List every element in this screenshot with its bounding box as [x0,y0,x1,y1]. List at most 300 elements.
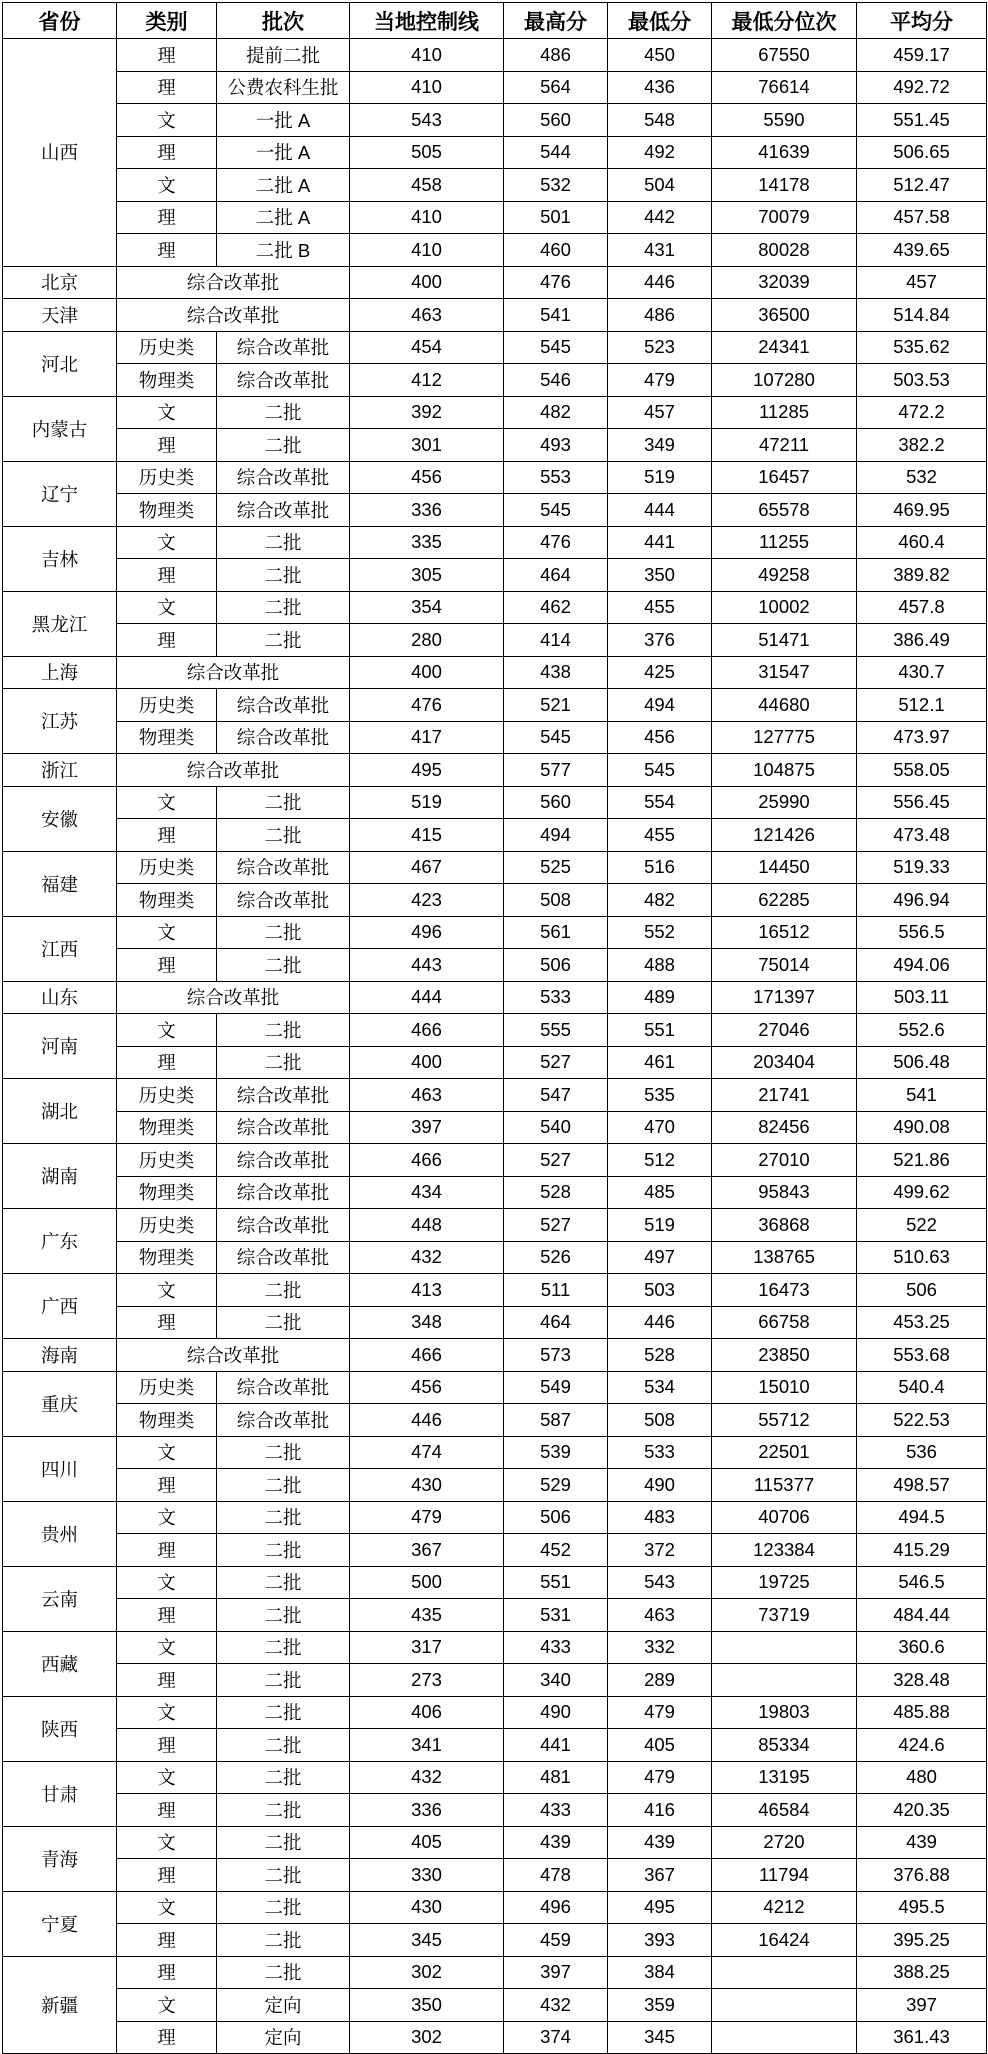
avg-score-cell: 457.58 [857,201,987,234]
table-row [3,981,987,1014]
batch-cell: 二批 [217,1826,350,1859]
min-rank-cell: 36500 [712,299,857,332]
province-cell: 西藏 [3,1631,117,1696]
avg-score-cell: 472.2 [857,396,987,429]
category-cell: 文 [117,1891,217,1924]
max-score-cell: 577 [504,754,608,787]
max-score-cell: 526 [504,1241,608,1274]
batch-cell: 二批 [217,1566,350,1599]
batch-cell: 定向 [217,2021,350,2054]
min-rank-cell: 19803 [712,1696,857,1729]
avg-score-cell: 512.47 [857,169,987,202]
max-score-cell: 551 [504,1566,608,1599]
table-row [3,1566,987,1599]
min-rank-cell: 23850 [712,1339,857,1372]
max-score-cell: 460 [504,234,608,267]
avg-score-cell: 460.4 [857,526,987,559]
table-row [3,916,987,949]
max-score-cell: 486 [504,39,608,72]
avg-score-cell: 360.6 [857,1631,987,1664]
min-rank-cell: 76614 [712,71,857,104]
max-score-cell: 545 [504,721,608,754]
category-cell: 历史类 [117,331,217,364]
table-row [3,1989,987,2022]
max-score-cell: 528 [504,1176,608,1209]
control-line-cell: 467 [350,851,504,884]
batch-cell: 二批 B [217,234,350,267]
min-score-cell: 349 [608,429,712,462]
min-score-cell: 548 [608,104,712,137]
category-cell: 理 [117,1794,217,1827]
table-row [3,1469,987,1502]
batch-cell: 二批 [217,559,350,592]
min-score-cell: 490 [608,1469,712,1502]
min-rank-cell: 80028 [712,234,857,267]
min-score-cell: 504 [608,169,712,202]
control-line-cell: 336 [350,1794,504,1827]
category-cell: 文 [117,591,217,624]
avg-score-cell: 558.05 [857,754,987,787]
min-rank-cell: 104875 [712,754,857,787]
min-rank-cell: 121426 [712,819,857,852]
avg-score-cell: 439.65 [857,234,987,267]
min-rank-cell: 62285 [712,884,857,917]
table-row [3,1696,987,1729]
batch-cell: 综合改革批 [217,1079,350,1112]
min-score-cell: 519 [608,461,712,494]
avg-score-cell: 388.25 [857,1956,987,1989]
province-cell: 山东 [3,981,117,1014]
avg-score-cell: 480 [857,1761,987,1794]
min-rank-cell: 55712 [712,1404,857,1437]
min-score-cell: 483 [608,1501,712,1534]
control-line-cell: 432 [350,1241,504,1274]
min-score-cell: 444 [608,494,712,527]
avg-score-cell: 376.88 [857,1859,987,1892]
max-score-cell: 539 [504,1436,608,1469]
control-line-cell: 456 [350,461,504,494]
control-line-cell: 474 [350,1436,504,1469]
category-cell: 文 [117,1761,217,1794]
control-line-cell: 410 [350,201,504,234]
category-cell: 文 [117,1631,217,1664]
control-line-cell: 367 [350,1534,504,1567]
max-score-cell: 544 [504,136,608,169]
avg-score-cell: 495.5 [857,1891,987,1924]
category-cell: 理 [117,819,217,852]
category-cell: 文 [117,1566,217,1599]
control-line-cell: 410 [350,39,504,72]
control-line-cell: 463 [350,1079,504,1112]
min-rank-cell: 27010 [712,1144,857,1177]
min-score-cell: 350 [608,559,712,592]
category-cell: 文 [117,526,217,559]
table-row [3,819,987,852]
control-line-cell: 435 [350,1599,504,1632]
min-rank-cell: 31547 [712,656,857,689]
avg-score-cell: 532 [857,461,987,494]
min-rank-cell: 13195 [712,1761,857,1794]
max-score-cell: 490 [504,1696,608,1729]
table-row [3,1534,987,1567]
batch-cell: 二批 [217,1794,350,1827]
table-row [3,1079,987,1112]
table-row [3,1761,987,1794]
max-score-cell: 573 [504,1339,608,1372]
min-rank-cell: 85334 [712,1729,857,1762]
avg-score-cell: 519.33 [857,851,987,884]
table-row [3,1306,987,1339]
min-rank-cell: 15010 [712,1371,857,1404]
max-score-cell: 433 [504,1631,608,1664]
min-score-cell: 289 [608,1664,712,1697]
min-rank-cell: 82456 [712,1111,857,1144]
batch-cell: 二批 [217,1306,350,1339]
max-score-cell: 561 [504,916,608,949]
max-score-cell: 545 [504,494,608,527]
table-row [3,1729,987,1762]
table-row [3,461,987,494]
header-cell: 省份 [3,3,117,39]
min-score-cell: 479 [608,1696,712,1729]
province-cell: 北京 [3,266,117,299]
avg-score-cell: 494.5 [857,1501,987,1534]
category-cell: 文 [117,1826,217,1859]
table-row [3,1371,987,1404]
batch-cell: 综合改革批 [217,884,350,917]
table-body [3,39,987,2054]
batch-cell: 二批 [217,624,350,657]
province-cell: 山西 [3,39,117,267]
max-score-cell: 462 [504,591,608,624]
province-cell: 宁夏 [3,1891,117,1956]
control-line-cell: 500 [350,1566,504,1599]
min-score-cell: 463 [608,1599,712,1632]
min-score-cell: 534 [608,1371,712,1404]
min-rank-cell: 41639 [712,136,857,169]
max-score-cell: 441 [504,1729,608,1762]
table-row [3,201,987,234]
control-line-cell: 479 [350,1501,504,1534]
min-rank-cell: 66758 [712,1306,857,1339]
avg-score-cell: 469.95 [857,494,987,527]
min-score-cell: 446 [608,1306,712,1339]
control-line-cell: 495 [350,754,504,787]
avg-score-cell: 536 [857,1436,987,1469]
control-line-cell: 463 [350,299,504,332]
batch-cell: 公费农科生批 [217,71,350,104]
control-line-cell: 400 [350,266,504,299]
category-cell: 文 [117,1989,217,2022]
avg-score-cell: 546.5 [857,1566,987,1599]
province-cell: 上海 [3,656,117,689]
min-score-cell: 450 [608,39,712,72]
category-cell: 历史类 [117,689,217,722]
min-rank-cell: 95843 [712,1176,857,1209]
table-row [3,429,987,462]
min-score-cell: 554 [608,786,712,819]
province-cell: 江西 [3,916,117,981]
control-line-cell: 434 [350,1176,504,1209]
table-row [3,1404,987,1437]
avg-score-cell: 361.43 [857,2021,987,2054]
batch-cell: 二批 [217,1534,350,1567]
min-rank-cell: 10002 [712,591,857,624]
min-score-cell: 519 [608,1209,712,1242]
max-score-cell: 508 [504,884,608,917]
batch-cell: 二批 [217,591,350,624]
min-score-cell: 446 [608,266,712,299]
category-cell: 理 [117,559,217,592]
avg-score-cell: 512.1 [857,689,987,722]
control-line-cell: 350 [350,1989,504,2022]
control-line-cell: 354 [350,591,504,624]
avg-score-cell: 503.53 [857,364,987,397]
min-rank-cell: 107280 [712,364,857,397]
header-cell: 平均分 [857,3,987,39]
min-score-cell: 372 [608,1534,712,1567]
table-row [3,396,987,429]
control-line-cell: 423 [350,884,504,917]
batch-cell: 二批 [217,1891,350,1924]
control-line-cell: 400 [350,1046,504,1079]
table-row [3,624,987,657]
control-line-cell: 476 [350,689,504,722]
min-score-cell: 457 [608,396,712,429]
min-score-cell: 425 [608,656,712,689]
table-row [3,1014,987,1047]
batch-cell: 综合改革批 [217,1176,350,1209]
avg-score-cell: 386.49 [857,624,987,657]
batch-cell: 二批 [217,819,350,852]
batch-cell: 二批 [217,1956,350,1989]
avg-score-cell: 473.48 [857,819,987,852]
avg-score-cell: 553.68 [857,1339,987,1372]
batch-cell: 综合改革批 [217,461,350,494]
max-score-cell: 481 [504,1761,608,1794]
max-score-cell: 511 [504,1274,608,1307]
control-line-cell: 273 [350,1664,504,1697]
max-score-cell: 527 [504,1046,608,1079]
category-cell: 文 [117,916,217,949]
avg-score-cell: 397 [857,1989,987,2022]
max-score-cell: 540 [504,1111,608,1144]
max-score-cell: 529 [504,1469,608,1502]
table-row [3,786,987,819]
min-score-cell: 456 [608,721,712,754]
batch-cell: 一批 A [217,136,350,169]
batch-cell: 综合改革批 [217,364,350,397]
min-rank-cell: 16424 [712,1924,857,1957]
batch-cell: 综合改革批 [217,721,350,754]
category-cell: 理 [117,71,217,104]
category-cell: 历史类 [117,461,217,494]
table-row [3,104,987,137]
min-rank-cell: 127775 [712,721,857,754]
max-score-cell: 433 [504,1794,608,1827]
batch-cell: 二批 [217,1729,350,1762]
province-cell: 河北 [3,331,117,396]
avg-score-cell: 490.08 [857,1111,987,1144]
province-cell: 辽宁 [3,461,117,526]
table-row [3,169,987,202]
table-row [3,494,987,527]
max-score-cell: 374 [504,2021,608,2054]
table-row [3,299,987,332]
batch-cell: 二批 [217,786,350,819]
province-cell: 四川 [3,1436,117,1501]
table-row [3,656,987,689]
control-line-cell: 456 [350,1371,504,1404]
batch-cell: 综合改革批 [217,1111,350,1144]
min-rank-cell: 16512 [712,916,857,949]
max-score-cell: 545 [504,331,608,364]
category-cell: 理 [117,234,217,267]
min-rank-cell: 67550 [712,39,857,72]
control-line-cell: 444 [350,981,504,1014]
header-cell: 当地控制线 [350,3,504,39]
control-line-cell: 335 [350,526,504,559]
max-score-cell: 439 [504,1826,608,1859]
batch-cell: 综合改革批 [217,331,350,364]
min-rank-cell: 47211 [712,429,857,462]
avg-score-cell: 382.2 [857,429,987,462]
batch-cell: 二批 [217,1664,350,1697]
min-score-cell: 523 [608,331,712,364]
avg-score-cell: 506 [857,1274,987,1307]
batch-cell: 综合改革批 [117,656,350,689]
table-row [3,1274,987,1307]
province-cell: 内蒙古 [3,396,117,461]
min-score-cell: 367 [608,1859,712,1892]
batch-cell: 综合改革批 [117,1339,350,1372]
header-cell: 最高分 [504,3,608,39]
max-score-cell: 501 [504,201,608,234]
max-score-cell: 527 [504,1209,608,1242]
province-cell: 江苏 [3,689,117,754]
control-line-cell: 448 [350,1209,504,1242]
category-cell: 文 [117,1501,217,1534]
min-score-cell: 461 [608,1046,712,1079]
control-line-cell: 345 [350,1924,504,1957]
avg-score-cell: 420.35 [857,1794,987,1827]
admission-score-table [2,2,987,2054]
avg-score-cell: 506.48 [857,1046,987,1079]
table-row [3,39,987,72]
min-rank-cell: 70079 [712,201,857,234]
batch-cell: 二批 [217,949,350,982]
table-row [3,1241,987,1274]
header-cell: 批次 [217,3,350,39]
avg-score-cell: 389.82 [857,559,987,592]
control-line-cell: 496 [350,916,504,949]
table-row [3,754,987,787]
table-row [3,71,987,104]
table-row [3,1111,987,1144]
avg-score-cell: 328.48 [857,1664,987,1697]
table-row [3,1209,987,1242]
max-score-cell: 532 [504,169,608,202]
min-score-cell: 455 [608,591,712,624]
min-rank-cell: 21741 [712,1079,857,1112]
control-line-cell: 413 [350,1274,504,1307]
min-score-cell: 442 [608,201,712,234]
category-cell: 物理类 [117,1111,217,1144]
category-cell: 文 [117,1274,217,1307]
max-score-cell: 533 [504,981,608,1014]
category-cell: 历史类 [117,1371,217,1404]
max-score-cell: 478 [504,1859,608,1892]
category-cell: 理 [117,201,217,234]
batch-cell: 综合改革批 [217,494,350,527]
min-score-cell: 516 [608,851,712,884]
category-cell: 文 [117,104,217,137]
header-row [3,3,987,39]
min-score-cell: 479 [608,1761,712,1794]
table-row [3,1891,987,1924]
avg-score-cell: 494.06 [857,949,987,982]
min-score-cell: 359 [608,1989,712,2022]
avg-score-cell: 395.25 [857,1924,987,1957]
province-cell: 广西 [3,1274,117,1339]
control-line-cell: 301 [350,429,504,462]
min-rank-cell: 19725 [712,1566,857,1599]
min-score-cell: 497 [608,1241,712,1274]
batch-cell: 提前二批 [217,39,350,72]
min-rank-cell: 171397 [712,981,857,1014]
batch-cell: 二批 [217,396,350,429]
control-line-cell: 519 [350,786,504,819]
control-line-cell: 505 [350,136,504,169]
category-cell: 理 [117,2021,217,2054]
min-rank-cell: 27046 [712,1014,857,1047]
control-line-cell: 443 [350,949,504,982]
min-score-cell: 533 [608,1436,712,1469]
max-score-cell: 340 [504,1664,608,1697]
max-score-cell: 541 [504,299,608,332]
province-cell: 天津 [3,299,117,332]
min-score-cell: 492 [608,136,712,169]
min-score-cell: 439 [608,1826,712,1859]
min-rank-cell [712,1989,857,2022]
table-row [3,1794,987,1827]
table-row [3,1144,987,1177]
max-score-cell: 459 [504,1924,608,1957]
avg-score-cell: 522 [857,1209,987,1242]
table-row [3,1436,987,1469]
category-cell: 物理类 [117,1404,217,1437]
max-score-cell: 464 [504,1306,608,1339]
table-row [3,884,987,917]
avg-score-cell: 514.84 [857,299,987,332]
min-rank-cell: 11794 [712,1859,857,1892]
province-cell: 黑龙江 [3,591,117,656]
control-line-cell: 330 [350,1859,504,1892]
control-line-cell: 348 [350,1306,504,1339]
min-rank-cell: 46584 [712,1794,857,1827]
header-cell: 最低分 [608,3,712,39]
avg-score-cell: 457.8 [857,591,987,624]
table-row [3,851,987,884]
category-cell: 文 [117,1436,217,1469]
batch-cell: 二批 [217,1631,350,1664]
min-rank-cell [712,1664,857,1697]
control-line-cell: 415 [350,819,504,852]
avg-score-cell: 498.57 [857,1469,987,1502]
control-line-cell: 543 [350,104,504,137]
batch-cell: 综合改革批 [217,851,350,884]
avg-score-cell: 484.44 [857,1599,987,1632]
